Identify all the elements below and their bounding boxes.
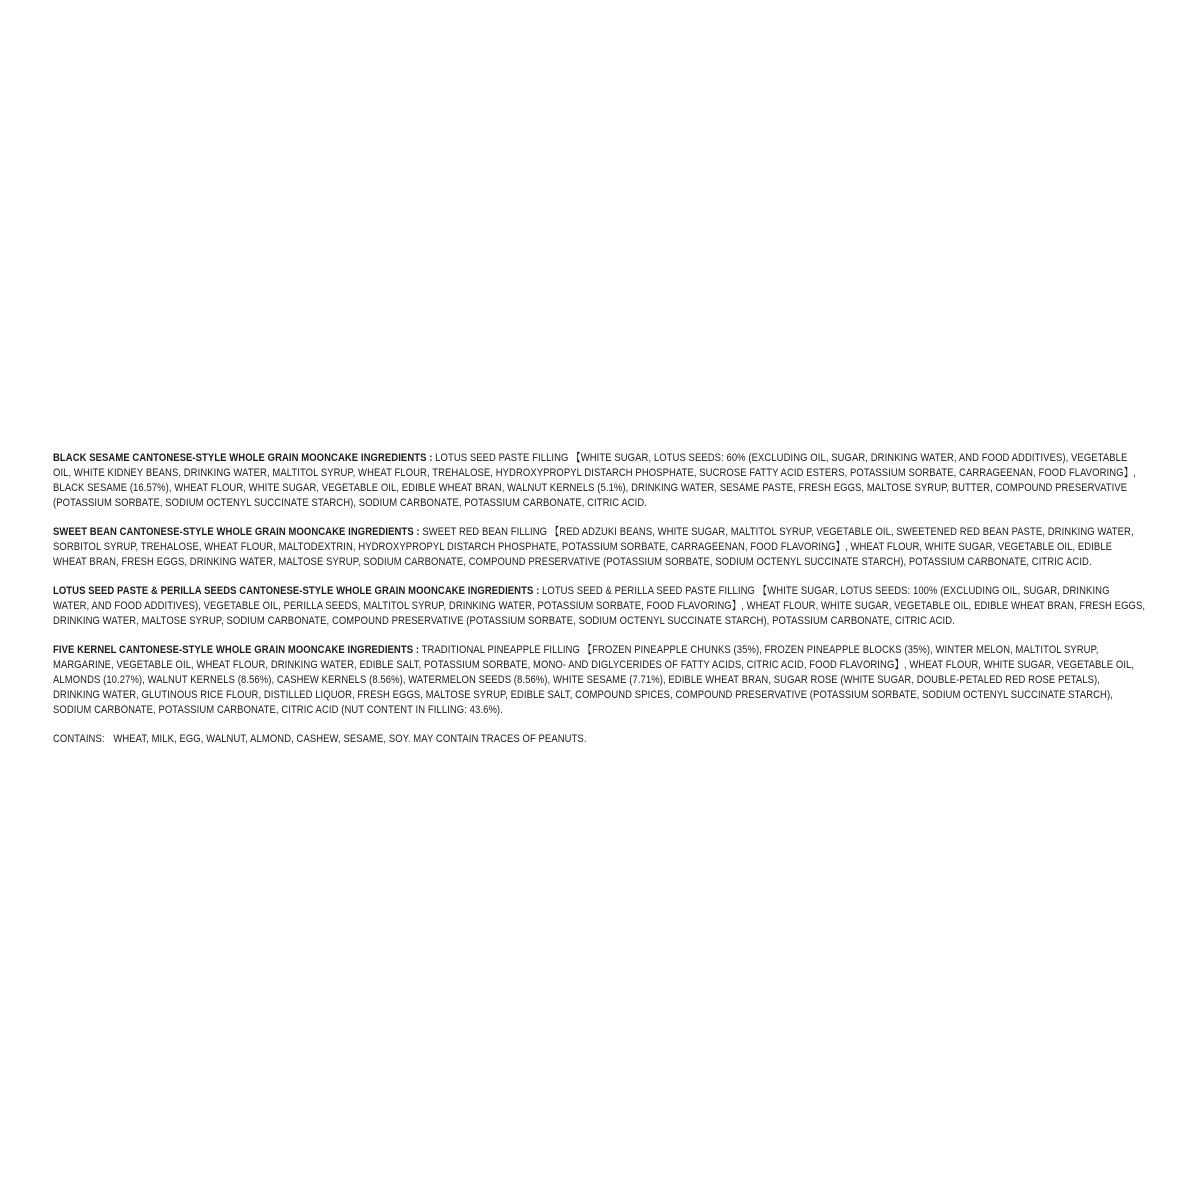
ingredients-text-block: [53, 451, 1147, 747]
ingredients-paragraph-black-sesame: [53, 451, 1147, 511]
allergen-statement: [53, 732, 1147, 747]
paragraph-body: LOTUS SEED & PERILLA SEED PASTE FILLING 【WHITE SUGAR, LOTUS SEEDS: 100% (EXCLUDING OIL, SUGAR, DRINKING WATER, AND FOOD ADDITIVES), VEGETABLE OIL, PERILLA SEEDS, MALTITOL SYRUP, DRINKING WATER, POTASSIUM SORBATE, FOOD FLAVORING】, WHEAT FLOUR, WHITE SUGAR, VEGETABLE OIL, EDIBLE WHEAT BRAN, FRESH EGGS, DRINKING WATER, MALTOSE SYRUP, SODIUM CARBONATE, COMPOUND PRESERVATIVE (POTASSIUM SORBATE, SODIUM OCTENYL SUCCINATE STARCH), POTASSIUM CARBONATE, CITRIC ACID.: [53, 585, 1146, 627]
ingredients-paragraph-lotus-perilla: [53, 584, 1147, 629]
allergen-label: CONTAINS:: [53, 733, 105, 745]
paragraph-heading: BLACK SESAME CANTONESE-STYLE WHOLE GRAIN MOONCAKE INGREDIENTS :: [53, 452, 433, 464]
allergen-body: WHEAT, MILK, EGG, WALNUT, ALMOND, CASHEW, SESAME, SOY. MAY CONTAIN TRACES OF PEANUTS.: [113, 733, 587, 745]
paragraph-heading: LOTUS SEED PASTE & PERILLA SEEDS CANTONESE-STYLE WHOLE GRAIN MOONCAKE INGREDIENTS :: [53, 585, 540, 597]
paragraph-body: SWEET RED BEAN FILLING 【RED ADZUKI BEANS, WHITE SUGAR, MALTITOL SYRUP, VEGETABLE OIL, SWEETENED RED BEAN PASTE, DRINKING WATER, SORBITOL SYRUP, TREHALOSE, WHEAT FLOUR, MALTODEXTRIN, HYDROXYPROPYL DISTARCH PHOSPHATE, POTASSIUM SORBATE, CARRAGEENAN, FOOD FLAVORING】, WHEAT FLOUR, WHITE SUGAR, VEGETABLE OIL, EDIBLE WHEAT BRAN, FRESH EGGS, DRINKING WATER, MALTOSE SYRUP, SODIUM CARBONATE, COMPOUND PRESERVATIVE (POTASSIUM SORBATE, SODIUM OCTENYL SUCCINATE STARCH), POTASSIUM CARBONATE, CITRIC ACID.: [53, 526, 1134, 568]
paragraph-body: TRADITIONAL PINEAPPLE FILLING 【FROZEN PINEAPPLE CHUNKS (35%), FROZEN PINEAPPLE BLOCKS (35%), WINTER MELON, MALTITOL SYRUP, MARGARINE, VEGETABLE OIL, WHEAT FLOUR, DRINKING WATER, EDIBLE SALT, POTASSIUM SORBATE, MONO- AND DIGLYCERIDES OF FATTY ACIDS, CITRIC ACID, FOOD FLAVORING】, WHEAT FLOUR, WHITE SUGAR, VEGETABLE OIL, ALMONDS (10.27%), WALNUT KERNELS (8.56%), CASHEW KERNELS (8.56%), WATERMELON SEEDS (8.56%), WHITE SESAME (7.71%), EDIBLE WHEAT BRAN, SUGAR ROSE (WHITE SUGAR, DOUBLE-PETALED RED ROSE PETALS), DRINKING WATER, GLUTINOUS RICE FLOUR, DISTILLED LIQUOR, FRESH EGGS, MALTOSE SYRUP, EDIBLE SALT, COMPOUND SPICES, COMPOUND PRESERVATIVE (POTASSIUM SORBATE, SODIUM OCTENYL SUCCINATE STARCH), SODIUM CARBONATE, POTASSIUM CARBONATE, CITRIC ACID (NUT CONTENT IN FILLING: 43.6%).: [53, 644, 1135, 716]
ingredients-paragraph-sweet-bean: [53, 525, 1147, 570]
ingredients-paragraph-five-kernel: [53, 643, 1147, 718]
paragraph-heading: FIVE KERNEL CANTONESE-STYLE WHOLE GRAIN MOONCAKE INGREDIENTS :: [53, 644, 420, 656]
paragraph-heading: SWEET BEAN CANTONESE-STYLE WHOLE GRAIN MOONCAKE INGREDIENTS :: [53, 526, 420, 538]
paragraph-body: LOTUS SEED PASTE FILLING 【WHITE SUGAR, LOTUS SEEDS: 60% (EXCLUDING OIL, SUGAR, DRINKING WATER, AND FOOD ADDITIVES), VEGETABLE OIL, WHITE KIDNEY BEANS, DRINKING WATER, MALTITOL SYRUP, WHEAT FLOUR, TREHALOSE, HYDROXYPROPYL DISTARCH PHOSPHATE, SUCROSE FATTY ACID ESTERS, POTASSIUM SORBATE, CARRAGEENAN, FOOD FLAVORING】, BLACK SESAME (16.57%), WHEAT FLOUR, WHITE SUGAR, VEGETABLE OIL, EDIBLE WHEAT BRAN, WALNUT KERNELS (5.1%), DRINKING WATER, SESAME PASTE, FRESH EGGS, MALTOSE SYRUP, BUTTER, COMPOUND PRESERVATIVE (POTASSIUM SORBATE, SODIUM OCTENYL SUCCINATE STARCH), SODIUM CARBONATE, POTASSIUM CARBONATE, CITRIC ACID.: [53, 452, 1136, 509]
